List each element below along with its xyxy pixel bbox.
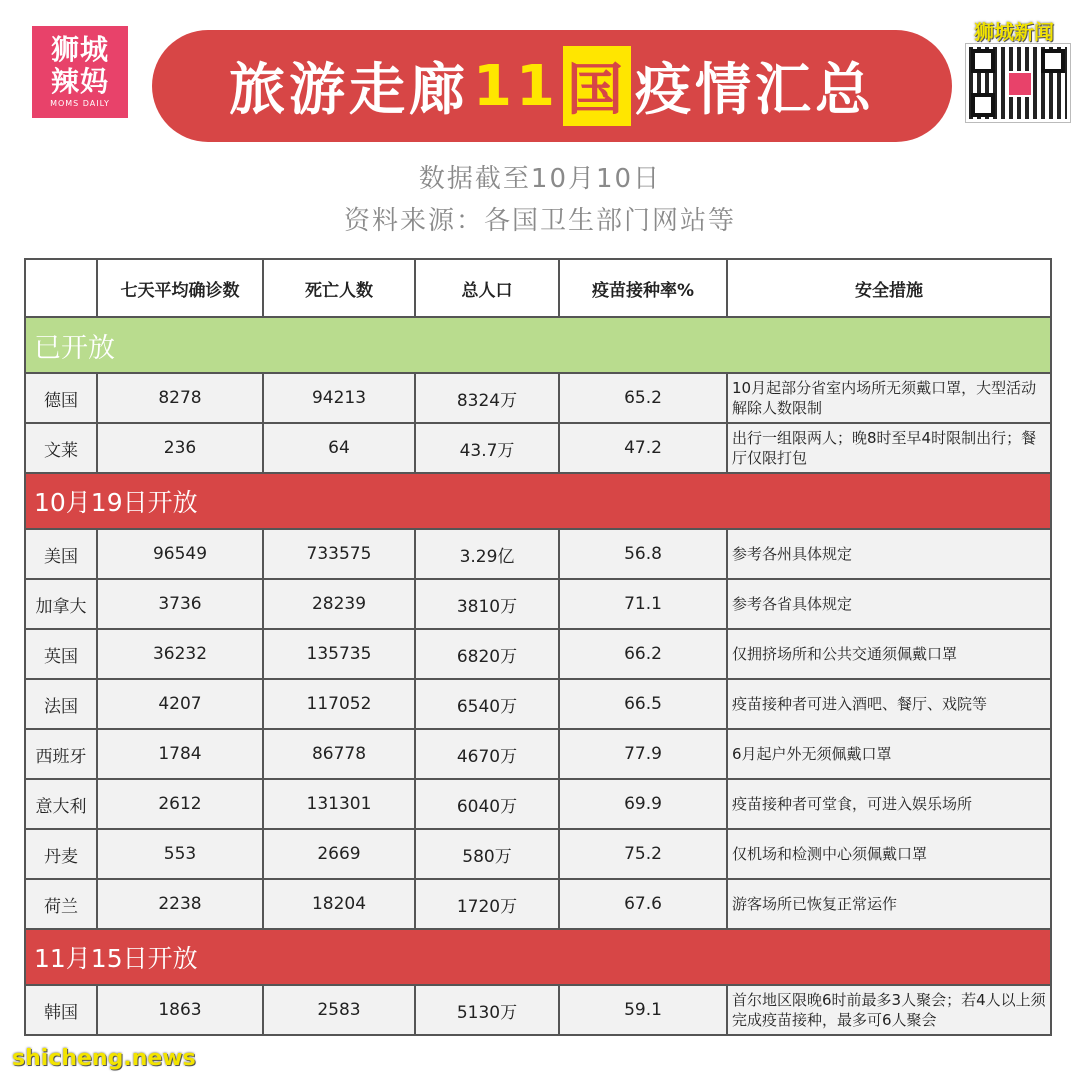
deaths-cell: 131301 [263, 779, 415, 829]
measures-cell: 首尔地区限晚6时前最多3人聚会；若4人以上须完成疫苗接种，最多可6人聚会 [727, 985, 1051, 1035]
population-cell: 6040万 [415, 779, 559, 829]
country-cell: 文莱 [25, 423, 97, 473]
avg-cases-cell: 4207 [97, 679, 263, 729]
vaccination-cell: 47.2 [559, 423, 727, 473]
header-deaths: 死亡人数 [263, 259, 415, 317]
qr-finder-icon [971, 93, 995, 117]
title-banner [152, 30, 952, 142]
section-title: 10月19日开放 [25, 473, 1051, 529]
population-cell: 43.7万 [415, 423, 559, 473]
table-row [25, 829, 1051, 879]
table-row [25, 373, 1051, 423]
measures-cell: 仅拥挤场所和公共交通须佩戴口罩 [727, 629, 1051, 679]
vaccination-cell: 67.6 [559, 879, 727, 929]
deaths-cell: 18204 [263, 879, 415, 929]
population-cell: 5130万 [415, 985, 559, 1035]
deaths-cell: 117052 [263, 679, 415, 729]
measures-cell: 疫苗接种者可堂食，可进入娱乐场所 [727, 779, 1051, 829]
table-row [25, 985, 1051, 1035]
vaccination-cell: 66.2 [559, 629, 727, 679]
avg-cases-cell: 236 [97, 423, 263, 473]
population-cell: 3810万 [415, 579, 559, 629]
country-cell: 西班牙 [25, 729, 97, 779]
data-date-note: 数据截至10月10日 [418, 164, 662, 194]
avg-cases-cell: 2612 [97, 779, 263, 829]
measures-cell: 6月起户外无须佩戴口罩 [727, 729, 1051, 779]
country-cell: 德国 [25, 373, 97, 423]
section-header-row [25, 317, 1051, 373]
measures-cell: 游客场所已恢复正常运作 [727, 879, 1051, 929]
table-row [25, 629, 1051, 679]
avg-cases-cell: 2238 [97, 879, 263, 929]
section-title: 已开放 [25, 317, 1051, 373]
avg-cases-cell: 36232 [97, 629, 263, 679]
deaths-cell: 86778 [263, 729, 415, 779]
population-cell: 4670万 [415, 729, 559, 779]
avg-cases-cell: 3736 [97, 579, 263, 629]
country-cell: 美国 [25, 529, 97, 579]
country-cell: 丹麦 [25, 829, 97, 879]
population-cell: 8324万 [415, 373, 559, 423]
header-safety-measures: 安全措施 [727, 259, 1051, 317]
vaccination-cell: 66.5 [559, 679, 727, 729]
qr-finder-icon [971, 49, 995, 73]
population-cell: 6820万 [415, 629, 559, 679]
measures-cell: 疫苗接种者可进入酒吧、餐厅、戏院等 [727, 679, 1051, 729]
avg-cases-cell: 553 [97, 829, 263, 879]
header-vaccination-rate: 疫苗接种率% [559, 259, 727, 317]
section-header-row [25, 473, 1051, 529]
country-cell: 韩国 [25, 985, 97, 1035]
title-number: 11 [473, 53, 559, 119]
header-country [25, 259, 97, 317]
table-row [25, 679, 1051, 729]
population-cell: 3.29亿 [415, 529, 559, 579]
table-row [25, 579, 1051, 629]
avg-cases-cell: 1784 [97, 729, 263, 779]
country-cell: 英国 [25, 629, 97, 679]
logo-line-1: 狮城 [50, 33, 109, 66]
site-watermark: shicheng.news [12, 1046, 196, 1071]
deaths-cell: 28239 [263, 579, 415, 629]
country-cell: 意大利 [25, 779, 97, 829]
deaths-cell: 2583 [263, 985, 415, 1035]
qr-code-icon [966, 44, 1070, 122]
vaccination-cell: 69.9 [559, 779, 727, 829]
population-cell: 6540万 [415, 679, 559, 729]
table-row [25, 423, 1051, 473]
brand-logo [32, 26, 128, 118]
title-prefix: 旅游走廊 [229, 58, 470, 123]
data-source-note: 资料来源：各国卫生部门网站等 [343, 206, 736, 236]
vaccination-cell: 59.1 [559, 985, 727, 1035]
table-row [25, 529, 1051, 579]
avg-cases-cell: 96549 [97, 529, 263, 579]
deaths-cell: 733575 [263, 529, 415, 579]
section-title: 11月15日开放 [25, 929, 1051, 985]
deaths-cell: 135735 [263, 629, 415, 679]
title-highlight: 国 [563, 46, 631, 126]
measures-cell: 出行一组限两人；晚8时至早4时限制出行；餐厅仅限打包 [727, 423, 1051, 473]
avg-cases-cell: 8278 [97, 373, 263, 423]
qr-finder-icon [1041, 49, 1065, 73]
measures-cell: 10月起部分省室内场所无须戴口罩，大型活动解除人数限制 [727, 373, 1051, 423]
section-header-row [25, 929, 1051, 985]
deaths-cell: 64 [263, 423, 415, 473]
header-7day-avg: 七天平均确诊数 [97, 259, 263, 317]
vaccination-cell: 71.1 [559, 579, 727, 629]
brand-name: 狮城新闻 [974, 20, 1054, 44]
deaths-cell: 94213 [263, 373, 415, 423]
qr-center-logo-icon [1007, 71, 1033, 97]
logo-tagline: MOMS DAILY [50, 99, 110, 108]
population-cell: 1720万 [415, 879, 559, 929]
table-row [25, 879, 1051, 929]
country-cell: 荷兰 [25, 879, 97, 929]
vaccination-cell: 56.8 [559, 529, 727, 579]
vaccination-cell: 77.9 [559, 729, 727, 779]
table-row [25, 729, 1051, 779]
measures-cell: 参考各州具体规定 [727, 529, 1051, 579]
measures-cell: 参考各省具体规定 [727, 579, 1051, 629]
measures-cell: 仅机场和检测中心须佩戴口罩 [727, 829, 1051, 879]
logo-line-2: 辣妈 [50, 65, 109, 98]
title-suffix: 疫情汇总 [634, 58, 875, 123]
table-header-row [25, 259, 1051, 317]
covid-summary-table [24, 258, 1052, 1036]
population-cell: 580万 [415, 829, 559, 879]
avg-cases-cell: 1863 [97, 985, 263, 1035]
vaccination-cell: 65.2 [559, 373, 727, 423]
country-cell: 法国 [25, 679, 97, 729]
header-population: 总人口 [415, 259, 559, 317]
vaccination-cell: 75.2 [559, 829, 727, 879]
deaths-cell: 2669 [263, 829, 415, 879]
country-cell: 加拿大 [25, 579, 97, 629]
table-row [25, 779, 1051, 829]
